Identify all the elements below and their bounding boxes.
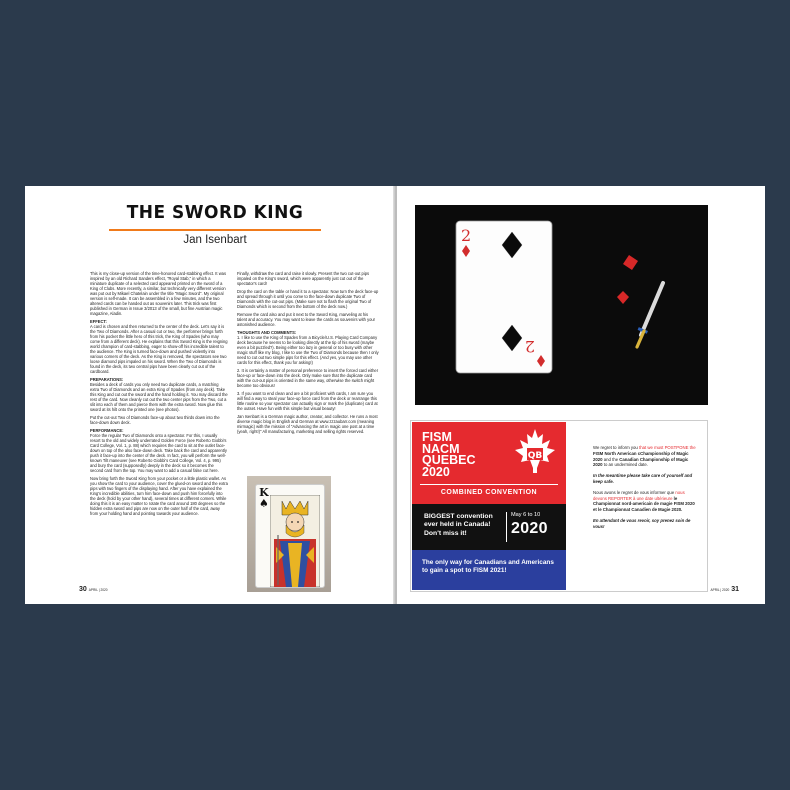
notice-french-italic xyxy=(593,518,697,530)
right-page-number: 31 xyxy=(731,586,739,593)
fism-logo-line: NACM xyxy=(422,441,460,456)
article-title: THE SWORD KING xyxy=(126,202,304,224)
king-card-photo xyxy=(247,476,331,592)
fism-logo-line: QUEBEC xyxy=(422,453,476,467)
svg-text:QB: QB xyxy=(527,451,543,461)
notice-english-italic xyxy=(593,473,697,485)
left-page-number: 30 xyxy=(79,586,87,593)
fism-logo-text xyxy=(422,432,475,478)
notice-en-red: that we must POSTPONE the xyxy=(639,445,696,450)
body-paragraph: 1. I like to use the King of Spades from a Bicycle/U.S. Playing Card Company deck because he seems to be looking directly at the tip of his sword (maybe even a bit puzzled?). Being either too lazy in general or too busy with other magic stuff like my blog, I like to use the Two of Diamonds because then I only need to cut out two simple pips for this effect. (And yes, you may use other cards for this effect, thank you for asking!) xyxy=(237,335,379,365)
notice-en-bold-2: Canadian Championship of Magic 2020 xyxy=(593,456,689,468)
notice-en-post: to an undermined date. xyxy=(602,462,648,468)
section-heading: PERFORMANCE: xyxy=(90,428,124,433)
card-rank-top: 2 xyxy=(461,226,472,245)
fism-ad-dates xyxy=(412,504,566,550)
fism-ad-tagline xyxy=(412,550,566,590)
notice-fr-red: nous devons REPORTER à une date ultérieure xyxy=(593,489,685,501)
body-paragraph: This is my close-up version of the time-honored card-stabbing effect. It was inspired by an old Richard Sanders effect, "Royal Stab," in which a miniature duplicate of a selected card appeared printed on the sword of a King of Clubs. More recently, a similar, but technically very different version was put out by Mikael Chatelain under the title "Magic Sword". My original version is self-made. It can be assembled in a few minutes, and the two altered cards can be handed out as souvenirs later. This trick was first published in German in Issue 3/2013 of the small, but fine Austrian magic magazine, Aladin. xyxy=(90,271,226,316)
notice-en-italic: In the meantime please take care of yourself and keep safe. xyxy=(593,473,693,484)
king-face-illustration xyxy=(270,495,320,587)
body-paragraph: Put the cut-out Two of Diamonds face-up about two thirds down into the face-down down deck. xyxy=(90,415,220,425)
notice-english xyxy=(593,445,697,468)
convention-dates: May 6 to 10 xyxy=(511,512,541,518)
body-paragraph: 2. It is certainly a matter of personal preference to insert the forced card either face-up or face-down into the deck. Only make sure that the duplicate card with the cut-out pips is oriented in the same way, otherwise the switch might become too obvious! xyxy=(237,368,379,388)
body-paragraph: Drop the card on the table or hand it to a spectator. Now turn the deck face-up and spread through it until you come to the face-down duplicate Two of Diamonds with the cut-out pips. (Make sure not to flash the original Two of Diamonds which is second from the bottom of the deck now.) xyxy=(237,289,379,309)
article-author: Jan Isenbart xyxy=(183,234,247,246)
section-heading: THOUGHTS AND COMMENTS: xyxy=(237,330,297,335)
title-underline xyxy=(109,229,321,231)
notice-french xyxy=(593,490,697,513)
right-issue-label: APRIL | 2020 xyxy=(710,588,730,592)
right-page xyxy=(397,186,765,604)
notice-en-bold-1: FISM North American cChampionship of Magic 2020 xyxy=(593,450,689,462)
notice-en-pre: We regret to inform you xyxy=(593,445,640,450)
body-paragraph: Finally, withdraw the card and raise it slowly. Present the two cut-out pips impaled on the King's sword, which were apparently just cut out of the spectator's card! xyxy=(237,271,370,286)
fism-ad-header xyxy=(412,422,566,504)
notice-fr-bold: le Championnat nord-americain de magie FISM 2020 et le Championnat Canadien de Magie 2020. xyxy=(593,495,695,513)
left-issue-label: APRIL | 2020 xyxy=(88,588,108,592)
left-page xyxy=(25,186,395,604)
king-rank-label: K xyxy=(259,486,269,499)
section-heading: PREPARATIONS: xyxy=(90,377,124,382)
article-column-2 xyxy=(237,271,379,437)
section-heading: EFFECT: xyxy=(90,319,107,324)
body-paragraph: Force the regular Two of Diamonds onto a spectator. For this, I usually resort to the old and widely underrated Golden Force (see Roberto Giobbi's Card College, Vol. 1, p. 88) which requires the card to sit at the outlet face-down on top of the also face-down deck. Take back the card and apparently push it face-up into the center of the deck. In fact, you will perform the well-known Tilt maneuver (see Roberto Giobbi's Card College, Vol. 4, p. 995) and bury the card (supposedly) deeply in the deck so it becomes the second card from the top. You may want to add a casual false cut here. xyxy=(90,433,227,473)
right-folio xyxy=(710,586,739,593)
body-paragraph: 3. If you want to end clean and are a bit proficient with cards, I am sure you will find a way to steal your face-up force card from the deck or rearrange this little routine so your spectator can actually sign or mark the (duplicate) card at the outset. Have fun with this simple but visual beauty! xyxy=(237,391,378,411)
king-card-index xyxy=(259,487,269,509)
notice-en-mid: and the xyxy=(602,456,620,462)
fism-logo-line: FISM xyxy=(422,430,452,444)
notice-fr-pre: Nous avons le regret de vous informer que xyxy=(593,489,676,495)
tagline-text: The only way for Canadians and Americans to gain a spot to FISM 2021! xyxy=(422,559,554,575)
fism-logo-line: 2020 xyxy=(422,464,450,479)
body-paragraph: A card is chosen and then returned to the center of the deck. Let's say it is the Two of Diamonds. After a casual cut or two, the performer brings forth from his pocket the little hero of this trick, the King of Spades (who may come from a different deck). He explains that this Sword King is the reigning world champion of card-stabbing, eager to show-off his incredible talent to the audience. The King is turned face-down and pushed violently into various corners of the deck. As the King is removed, the spectators see two loose diamond pips impaled on his sword. When the Two of Diamonds is found in the deck, its two central pips have been clearly cut out of the cardboard. xyxy=(90,324,228,374)
trick-photo xyxy=(415,205,708,405)
convention-year: 2020 xyxy=(511,520,548,537)
notice-fr-italic: En attendant de vous revoir, soy prenez soin de vous! xyxy=(593,517,691,529)
body-paragraph: Remove the card also and put it next to the Sword King, marveling at his talent and accuracy. You may want to leave the cards as souvenirs with your astonished audience. xyxy=(237,312,376,327)
cards-and-sword-illustration xyxy=(415,205,708,405)
spade-pip-icon: ♠ xyxy=(259,497,269,510)
king-of-spades-card xyxy=(255,484,325,588)
dates-divider xyxy=(506,512,507,542)
body-paragraph: Now bring forth the Sword King from your pocket or a little plastic wallet. As you show the card to your audience, cover the glued-on sword and the extra pips with two fingers of the displaying hand. After you have explained the King's incredible abilities, turn him face-down and push him forcefully into the deck (hold by your other hand), several times at different corners. While doing this it is an easy matter to rotate the card around 180 degrees so the hidden extra sword and pips are now on the outer half of the card, away from your holding hand and pointing towards your audience. xyxy=(90,476,228,516)
left-folio xyxy=(79,586,108,593)
article-column-1 xyxy=(90,271,228,519)
ad-divider xyxy=(420,484,558,485)
body-paragraph: Jan Isenbart is a German magic author, creator, and collector. He runs a most diverse magic blog in English and German at www.zzzaubarr.com (meaning mirmagic) with the mission of "Advancing the art in magic one post at a time (yeah, right!)" All manufacturing, marketing and selling rights reserved. xyxy=(237,414,378,434)
biggest-convention-text: BIGGEST convention ever held in Canada! Don't miss it! xyxy=(424,513,493,537)
body-paragraph: Besides a deck of cards you only need two duplicate cards, a matching extra Two of Diamonds and an extra King of Spades (from any deck). Take this King and cut out the sword and the hand holding it. You may discard the rest of the card. Now cleanly cut out the two center pips from the Two, cut a slit into each of them and pierce them with the extra sword. Now glue this sword at its hilt onto the printed one (see photos). xyxy=(90,382,228,412)
combined-convention-label: COMBINED CONVENTION xyxy=(440,489,538,496)
maple-leaf-icon xyxy=(510,426,560,476)
card-rank-bottom: 2 xyxy=(524,337,535,356)
postponement-notice xyxy=(593,445,697,535)
magazine-spread xyxy=(25,186,765,604)
